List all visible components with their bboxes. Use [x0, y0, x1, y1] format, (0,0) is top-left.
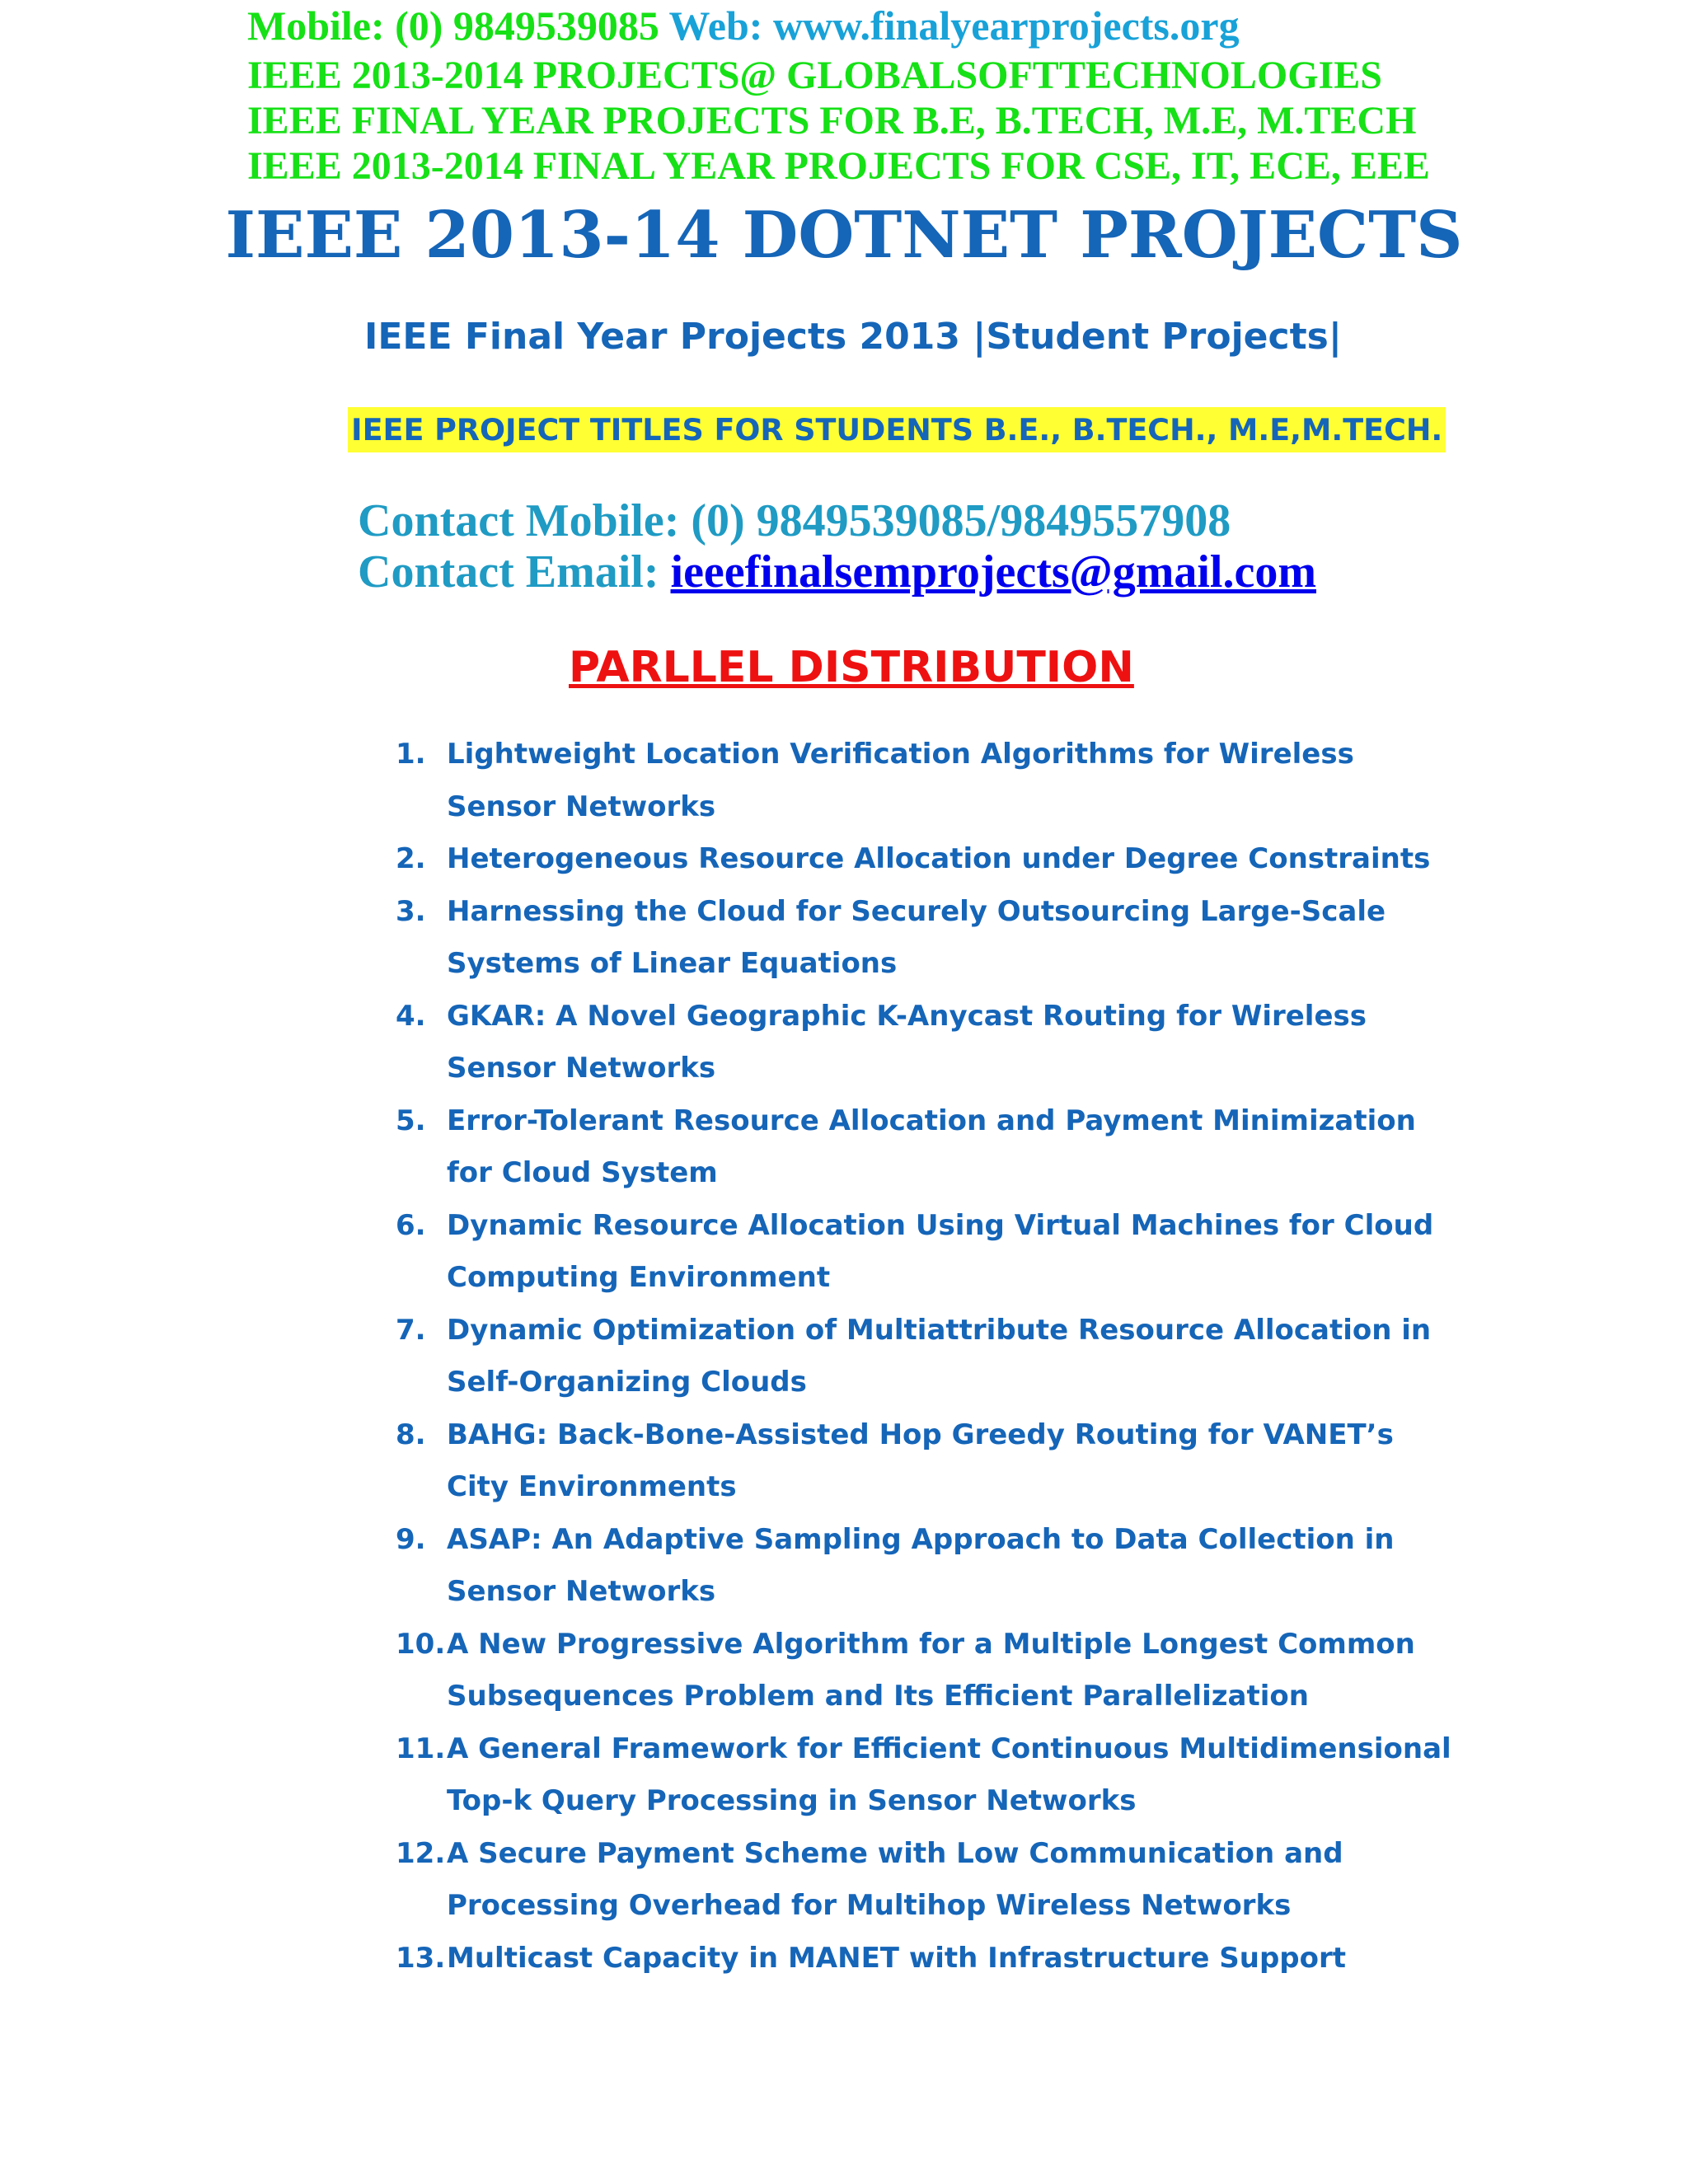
list-item: [396, 1409, 1459, 1514]
header-contact-line: [247, 2, 1240, 49]
contact-email-label: Contact Email:: [358, 546, 659, 598]
list-item-number: 5.: [396, 1104, 426, 1137]
list-item-number: 1.: [396, 738, 426, 771]
list-item: [396, 1933, 1459, 1985]
list-item-number: 9.: [396, 1522, 426, 1556]
list-item-number: 6.: [396, 1208, 426, 1242]
page-subtitle: IEEE Final Year Projects 2013 |Student Projects|: [364, 316, 1342, 358]
contact-email-line: [358, 546, 1316, 598]
list-item-title: ASAP: An Adaptive Sampling Approach to Data Collection in Sensor Networks: [447, 1522, 1395, 1608]
list-item-number: 2.: [396, 842, 426, 875]
list-item: [396, 1619, 1459, 1723]
section-title: PARLLEL DISTRIBUTION: [569, 643, 1134, 692]
list-item-title: Error-Tolerant Resource Allocation and Payment Minimization for Cloud System: [447, 1104, 1416, 1189]
list-item-number: 7.: [396, 1313, 426, 1347]
list-item: [396, 991, 1459, 1095]
list-item: [396, 1514, 1459, 1619]
header-line-2: IEEE 2013-2014 PROJECTS@ GLOBALSOFTTECHNOLOGIES: [247, 54, 1382, 97]
list-item-number: 11.: [396, 1732, 446, 1765]
highlight-banner: [348, 407, 1446, 452]
header-line-4: IEEE 2013-2014 FINAL YEAR PROJECTS FOR CSE, IT, ECE, EEE: [247, 144, 1430, 188]
list-item: [396, 833, 1459, 886]
list-item: [396, 886, 1459, 991]
list-item-title: Dynamic Resource Allocation Using Virtual Machines for Cloud Computing Environment: [447, 1208, 1434, 1294]
header-web: Web: www.finalyearprojects.org: [668, 2, 1240, 49]
header-mobile: Mobile: (0) 9849539085: [247, 2, 659, 49]
list-item-title: A New Progressive Algorithm for a Multiple Longest Common Subsequences Problem and Its Efficient Parallelization: [447, 1627, 1415, 1713]
list-item: [396, 1305, 1459, 1409]
list-item: [396, 729, 1459, 833]
project-list: [396, 729, 1459, 1985]
list-item-title: GKAR: A Novel Geographic K-Anycast Routing for Wireless Sensor Networks: [447, 999, 1367, 1085]
list-item-title: Harnessing the Cloud for Securely Outsourcing Large-Scale Systems of Linear Equations: [447, 894, 1386, 980]
list-item-number: 4.: [396, 999, 426, 1033]
contact-email-link[interactable]: ieeefinalsemprojects@gmail.com: [670, 546, 1316, 598]
page-title: IEEE 2013-14 DOTNET PROJECTS: [225, 198, 1463, 273]
list-item-title: Lightweight Location Verification Algorithms for Wireless Sensor Networks: [447, 738, 1354, 823]
list-item-number: 13.: [396, 1941, 446, 1975]
list-item: [396, 1095, 1459, 1200]
contact-mobile: Contact Mobile: (0) 9849539085/9849557908: [358, 495, 1231, 546]
header-line-3: IEEE FINAL YEAR PROJECTS FOR B.E, B.TECH, M.E, M.TECH: [247, 99, 1417, 143]
list-item-title: Dynamic Optimization of Multiattribute Resource Allocation in Self-Organizing Clouds: [447, 1313, 1432, 1399]
list-item: [396, 1723, 1459, 1828]
list-item-number: 12.: [396, 1836, 446, 1870]
list-item-title: A Secure Payment Scheme with Low Communication and Processing Overhead for Multihop Wireless Networks: [447, 1836, 1343, 1922]
list-item-title: Multicast Capacity in MANET with Infrastructure Support: [447, 1941, 1347, 1975]
highlight-text: IEEE PROJECT TITLES FOR STUDENTS B.E., B.TECH., M.E,M.TECH.: [348, 407, 1446, 452]
list-item-title: A General Framework for Efficient Continuous Multidimensional Top-k Query Processing in Sensor Networks: [447, 1732, 1451, 1817]
list-item-number: 3.: [396, 894, 426, 928]
list-item-number: 8.: [396, 1418, 426, 1451]
list-item: [396, 1828, 1459, 1933]
list-item-title: Heterogeneous Resource Allocation under Degree Constraints: [447, 842, 1431, 875]
list-item-title: BAHG: Back-Bone-Assisted Hop Greedy Routing for VANET’s City Environments: [447, 1418, 1394, 1503]
list-item: [396, 1200, 1459, 1305]
list-item-number: 10.: [396, 1627, 446, 1661]
